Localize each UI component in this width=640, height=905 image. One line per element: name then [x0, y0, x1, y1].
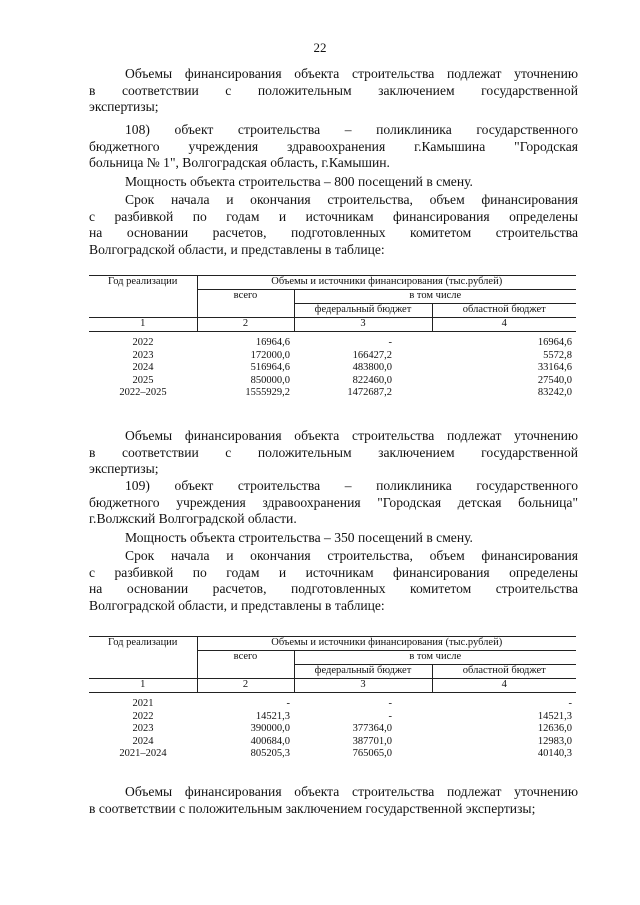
cell-regional: 33164,6 — [537, 362, 572, 373]
cell-regional: 27540,0 — [537, 374, 572, 386]
text-line: экспертизы; — [89, 461, 159, 476]
paragraph-clarification-1 — [89, 66, 578, 116]
col-num: 4 — [432, 318, 576, 332]
paragraph-capacity-1 — [89, 174, 578, 191]
cell-year: 2022 — [132, 710, 154, 722]
cell-year: 2022 — [132, 337, 154, 348]
cell-regional: - — [568, 698, 572, 709]
cell-total: 14521,3 — [255, 710, 290, 722]
table-row — [89, 748, 576, 761]
table-row — [89, 337, 576, 350]
paragraph-clarification-3 — [89, 784, 578, 817]
col-num: 2 — [197, 679, 294, 693]
cell-total: 400684,0 — [250, 735, 290, 747]
cell-federal: 166427,2 — [352, 349, 392, 361]
cell-total: - — [286, 698, 290, 709]
cell-federal: 765065,0 — [352, 748, 392, 759]
header-federal: федеральный бюджет — [294, 304, 432, 318]
col-num: 3 — [294, 318, 432, 332]
text-line: больница № 1", Волгоградская область, г.Камышин. — [89, 155, 390, 170]
cell-federal: - — [388, 710, 392, 722]
text-line: Объемы финансирования объекта строительства подлежат уточнению — [125, 428, 578, 443]
cell-regional: 40140,3 — [537, 748, 572, 759]
header-including: в том числе — [294, 290, 576, 304]
paragraph-object-108 — [89, 122, 578, 172]
table-row — [89, 387, 576, 400]
cell-year: 2023 — [132, 723, 154, 734]
page-number: 22 — [313, 40, 327, 55]
cell-total: 805205,3 — [250, 748, 290, 759]
header-volumes: Объемы и источники финансирования (тыс.рублей) — [197, 276, 576, 290]
cell-federal: 377364,0 — [352, 723, 392, 734]
cell-regional: 5572,8 — [543, 349, 572, 361]
text-line: 108) объект строительства – поликлиника государственного — [125, 122, 578, 137]
table-row — [89, 698, 576, 711]
cell-regional: 16964,6 — [537, 337, 572, 348]
col-num: 1 — [89, 318, 197, 332]
cell-total: 16964,6 — [255, 337, 290, 348]
text-line: бюджетного учреждения здравоохранения "Городская детская больница" — [89, 494, 578, 510]
header-volumes: Объемы и источники финансирования (тыс.рублей) — [197, 637, 576, 651]
cell-regional: 12983,0 — [537, 735, 572, 747]
header-federal: федеральный бюджет — [294, 665, 432, 679]
paragraph-schedule-1 — [89, 192, 578, 258]
text-line: Мощность объекта строительства – 800 посещений в смену. — [125, 174, 473, 189]
header-regional: областной бюджет — [432, 665, 576, 679]
cell-total: 1555929,2 — [245, 387, 290, 398]
cell-federal: 1472687,2 — [347, 387, 392, 398]
cell-year: 2022–2025 — [119, 387, 167, 398]
cell-year: 2023 — [132, 349, 154, 361]
header-year: Год реализации — [89, 276, 197, 304]
header-total: всего — [197, 651, 294, 679]
table-row — [89, 350, 576, 363]
financing-table-1 — [89, 275, 576, 400]
text-line: Объемы финансирования объекта строительства подлежат уточнению — [125, 784, 578, 799]
text-line: Объемы финансирования объекта строительства подлежат уточнению — [125, 66, 578, 81]
cell-total: 516964,6 — [250, 362, 290, 373]
header-year: Год реализации — [89, 637, 197, 665]
table-row — [89, 711, 576, 724]
text-line: бюджетного учреждения здравоохранения г.Камышина "Городская — [89, 138, 578, 154]
text-line: Волгоградской области, и представлены в таблице: — [89, 241, 385, 257]
text-line: в соответствии с положительным заключением государственной — [89, 444, 578, 460]
col-num: 1 — [89, 679, 197, 693]
cell-total: 850000,0 — [250, 374, 290, 386]
text-line: с разбивкой по годам и источникам финансирования определены — [89, 208, 578, 224]
cell-regional: 83242,0 — [537, 387, 572, 398]
cell-federal: - — [388, 698, 392, 709]
text-line: в соответствии с положительным заключением государственной экспертизы; — [89, 800, 536, 816]
text-line: г.Волжский Волгоградской области. — [89, 511, 297, 526]
text-line: с разбивкой по годам и источникам финансирования определены — [89, 564, 578, 580]
text-line: Волгоградской области, и представлены в таблице: — [89, 597, 385, 613]
header-regional: областной бюджет — [432, 304, 576, 318]
cell-federal: 483800,0 — [352, 362, 392, 373]
cell-year: 2024 — [132, 362, 154, 373]
table-row — [89, 362, 576, 375]
paragraph-object-109 — [89, 478, 578, 528]
header-including: в том числе — [294, 651, 576, 665]
text-line: 109) объект строительства – поликлиника государственного — [125, 478, 578, 493]
cell-year: 2024 — [132, 735, 154, 747]
paragraph-capacity-2 — [89, 530, 578, 547]
cell-regional: 12636,0 — [537, 723, 572, 734]
col-num: 2 — [197, 318, 294, 332]
cell-federal: 387701,0 — [352, 735, 392, 747]
cell-year: 2021 — [132, 698, 154, 709]
paragraph-schedule-2 — [89, 548, 578, 614]
header-total: всего — [197, 290, 294, 318]
cell-federal: - — [388, 337, 392, 348]
text-line: в соответствии с положительным заключением государственной — [89, 82, 578, 98]
cell-total: 390000,0 — [250, 723, 290, 734]
cell-regional: 14521,3 — [537, 710, 572, 722]
text-line: на основании расчетов, подготовленных комитетом строительства — [89, 581, 578, 596]
cell-federal: 822460,0 — [352, 374, 392, 386]
financing-table-2 — [89, 636, 576, 761]
col-num: 4 — [432, 679, 576, 693]
text-line: на основании расчетов, подготовленных комитетом строительства — [89, 225, 578, 240]
text-line: экспертизы; — [89, 99, 159, 114]
text-line: Мощность объекта строительства – 350 посещений в смену. — [125, 530, 473, 545]
paragraph-clarification-2 — [89, 428, 578, 478]
table-row — [89, 736, 576, 749]
cell-total: 172000,0 — [250, 349, 290, 361]
table-row — [89, 375, 576, 388]
table-row — [89, 723, 576, 736]
text-line: Срок начала и окончания строительства, объем финансирования — [125, 548, 578, 563]
col-num: 3 — [294, 679, 432, 693]
cell-year: 2025 — [132, 374, 154, 386]
cell-year: 2021–2024 — [119, 748, 167, 759]
text-line: Срок начала и окончания строительства, объем финансирования — [125, 192, 578, 207]
